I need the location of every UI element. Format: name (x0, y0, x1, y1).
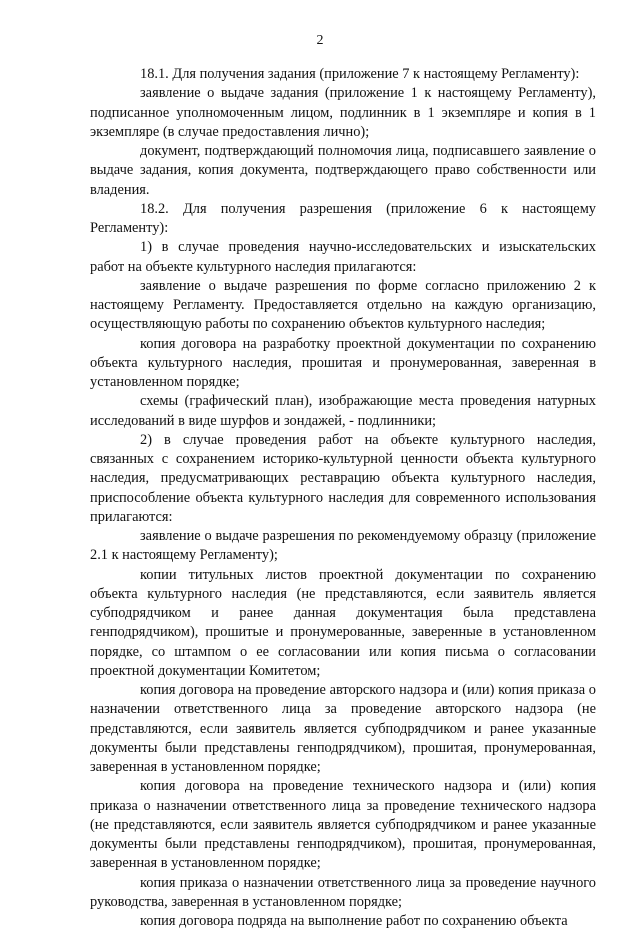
paragraph-scientific-supervision: копия приказа о назначении ответственного лица за проведение научного руководства, заверенная в установленном порядке; (90, 874, 596, 910)
paragraph-18-1: 18.1. Для получения задания (приложение 7 к настоящему Регламенту): (140, 66, 580, 82)
paragraph-task-application: заявление о выдаче задания (приложение 1 к настоящему Регламенту), подписанное уполномоченным лицом, подлинник в 1 экземпляре и копия в 1 экземпляре (в случае предоставления лично); (90, 85, 596, 140)
page-number: 2 (316, 33, 324, 48)
document-body (90, 65, 596, 931)
paragraph-authority-document: документ, подтверждающий полномочия лица, подписавшего заявление о выдаче задания, копия документа, подтверждающего право собственности или владения. (90, 143, 596, 198)
paragraph-research-works: 1) в случае проведения научно-исследовательских и изыскательских работ на объекте культурного наследия прилагаются: (90, 239, 596, 275)
paragraph-technical-supervision: копия договора на проведение технического надзора и (или) копия приказа о назначении ответственного лица за проведение технического надзора (не представляются, если заявитель является субподрядчиком и ранее указанные документы были представлены генподрядчиком), прошитая, пронумерованная, заверенная в установленном порядке; (90, 778, 596, 872)
paragraph-18-2: 18.2. Для получения разрешения (приложение 6 к настоящему Регламенту): (90, 200, 596, 236)
paragraph-permit-application-sample: заявление о выдаче разрешения по рекомендуемому образцу (приложение 2.1 к настоящему Регламенту); (90, 528, 596, 564)
paragraph-author-supervision: копия договора на проведение авторского надзора и (или) копия приказа о назначении ответственного лица за проведение авторского надзора (не представляются, если заявитель является субподрядчиком и ранее указанные документы были представлены генподрядчиком), прошитая, пронумерованная, заверенная в установленном порядке; (90, 682, 596, 775)
paragraph-preservation-works: 2) в случае проведения работ на объекте культурного наследия, связанных с сохранением историко-культурной ценности объекта культурного наследия, предусматривающих реставрацию объекта культурного наследия, приспособление объекта культурного наследия для современного использования прилагаются: (90, 431, 596, 525)
paragraph-permit-application: заявление о выдаче разрешения по форме согласно приложению 2 к настоящему Регламенту. Предоставляется отдельно на каждую организацию, осуществляющую работы по сохранению объектов культурного наследия; (90, 277, 596, 333)
paragraph-schemes: схемы (графический план), изображающие места проведения натурных исследований в виде шурфов и зондажей, - подлинники; (90, 393, 596, 429)
paragraph-design-contract-copy: копия договора на разработку проектной документации по сохранению объекта культурного наследия, прошитая и пронумерованная, заверенная в установленном порядке; (90, 335, 596, 390)
paragraph-title-pages-copies: копии титульных листов проектной документации по сохранению объекта культурного наследия (не представляются, если заявитель является субподрядчиком и ранее данная документация была представлена генподрядчиком), прошитые и пронумерованные, заверенные в установленном порядке, со штампом о ее согласовании или копия письма о согласовании проектной документации Комитетом; (90, 566, 596, 679)
paragraph-work-contract: копия договора подряда на выполнение работ по сохранению объекта (140, 913, 568, 929)
